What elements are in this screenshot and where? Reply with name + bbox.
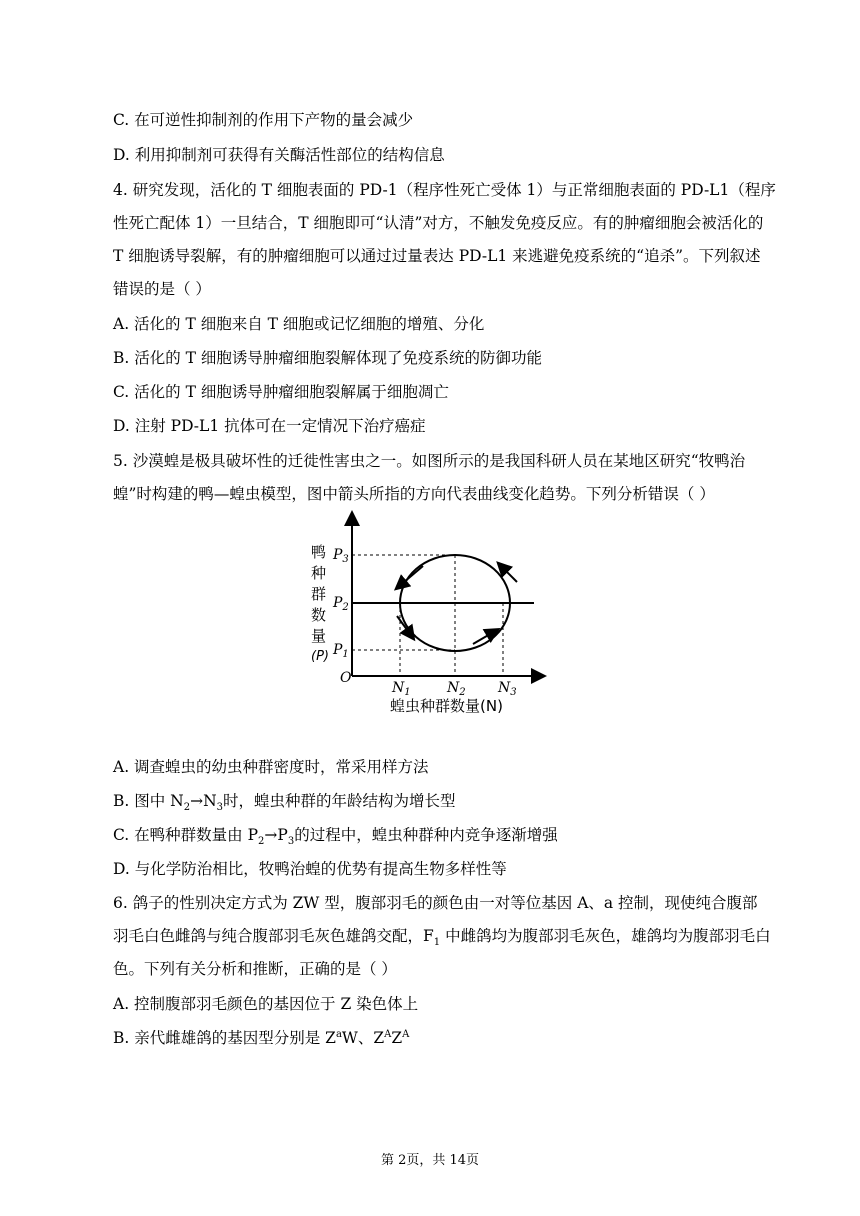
question-4-line-1: 4. 研究发现，活化的 T 细胞表面的 PD-1（程序性死亡受体 1）与正常细胞表面的 PD-L1（程序	[113, 181, 776, 199]
trend-arrow-top-right	[499, 564, 517, 582]
option-b-q6: B. 亲代雌雄鸽的基因型分别是 $Z^aW$、$Z^AZ^A$	[113, 1028, 410, 1047]
question-6-line-2: 羽毛白色雌鸽与纯合腹部羽毛灰色雄鸽交配，$F_1$ 中雌鸽均为腹部羽毛灰色，雄鸽均为腹部羽毛白	[113, 927, 771, 949]
origin-label: O	[340, 670, 352, 686]
y-label-char-3: 群	[311, 585, 327, 603]
question-5-line-1: 5. 沙漠蝗是极具破坏性的迁徙性害虫之一。如图所示的是我国科研人员在某地区研究“牧鸭治	[113, 452, 746, 470]
tick-p2: $P_2$	[333, 595, 349, 613]
option-c-q3: C. 在可逆性抑制剂的作用下产物的量会减少	[113, 111, 414, 129]
tick-n2: $N_2$	[447, 680, 466, 698]
tick-p3: $P_3$	[333, 547, 349, 565]
tick-n3: $N_3$	[498, 680, 517, 698]
y-label-unit: (P)	[311, 649, 329, 664]
y-label-char-1: 鸭	[311, 543, 327, 561]
option-b-q5: B. 图中 $N_2\to N_3$时，蝗虫种群的年龄结构为增长型	[113, 792, 456, 814]
question-4-line-4: 错误的是（ ）	[113, 280, 211, 298]
option-a-q4: A. 活化的 T 细胞来自 T 细胞或记忆细胞的增殖、分化	[113, 315, 485, 333]
x-axis-label: 蝗虫种群数量(N)	[390, 697, 503, 715]
y-label-char-2: 种	[311, 564, 327, 582]
option-a-q5: A. 调查蝗虫的幼虫种群密度时，常采用样方法	[113, 758, 429, 776]
question-6-line-3: 色。下列有关分析和推断，正确的是（ ）	[113, 960, 397, 978]
option-b-q4: B. 活化的 T 细胞诱导肿瘤细胞裂解体现了免疫系统的防御功能	[113, 349, 542, 367]
tick-n1: $N_1$	[392, 680, 411, 698]
question-4-line-3: T 细胞诱导裂解，有的肿瘤细胞可以通过过量表达 PD-L1 来逃避免疫系统的“追杀”。下列叙述	[113, 247, 761, 265]
option-d-q3: D. 利用抑制剂可获得有关酶活性部位的结构信息	[113, 146, 445, 164]
option-d-q4: D. 注射 PD-L1 抗体可在一定情况下治疗癌症	[113, 417, 426, 435]
trend-arrow-top-left	[397, 566, 423, 588]
y-label-char-5: 量	[311, 627, 327, 645]
option-a-q6: A. 控制腹部羽毛颜色的基因位于 Z 染色体上	[113, 995, 419, 1013]
option-d-q5: D. 与化学防治相比，牧鸭治蝗的优势有提高生物多样性等	[113, 860, 507, 878]
question-5-line-2: 蝗”时构建的鸭—蝗虫模型，图中箭头所指的方向代表曲线变化趋势。下列分析错误（ ）	[113, 485, 715, 503]
question-4-line-2: 性死亡配体 1）一旦结合，T 细胞即可“认清”对方，不触发免疫反应。有的肿瘤细胞会被活化的	[113, 214, 764, 232]
option-c-q4: C. 活化的 T 细胞诱导肿瘤细胞裂解属于细胞凋亡	[113, 383, 449, 401]
tick-p1: $P_1$	[333, 642, 349, 660]
trend-arrow-bottom-left	[397, 616, 413, 638]
question-6-line-1: 6. 鸽子的性别决定方式为 ZW 型，腹部羽毛的颜色由一对等位基因 A、a 控制，现使纯合腹部	[113, 894, 758, 912]
option-c-q5: C. 在鸭种群数量由 $P_2\to P_3$的过程中，蝗虫种群种内竞争逐渐增强	[113, 826, 558, 848]
y-label-char-4: 数	[311, 606, 327, 624]
duck-locust-model-figure	[305, 508, 550, 718]
page-footer: 第 2页，共 14页	[380, 1153, 480, 1168]
